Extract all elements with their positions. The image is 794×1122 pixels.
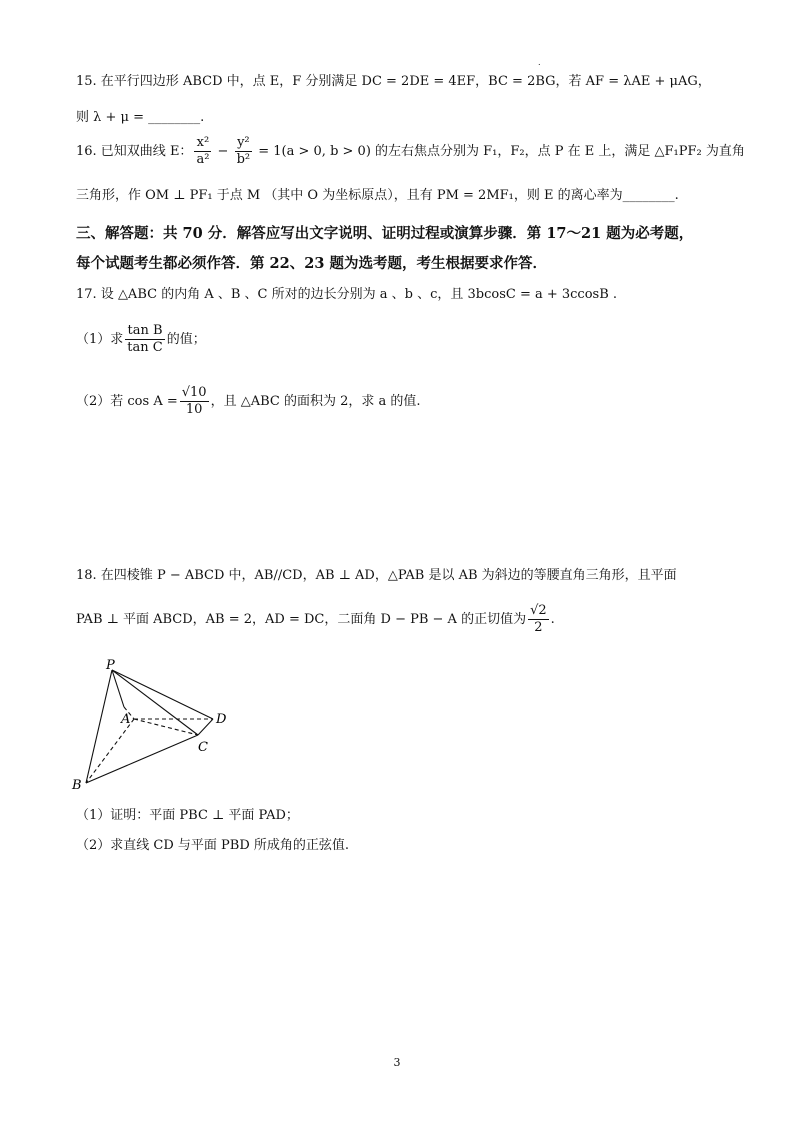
q18-line2-frac-den: 2	[534, 620, 543, 635]
q18-line1: 18. 在四棱锥 P − ABCD 中，AB//CD，AB ⊥ AD，△PAB 是以 AB 为斜边的等腰直角三角形，且平面	[76, 568, 677, 583]
q16-frac-y-den: b²	[236, 152, 251, 167]
q16-frac-y	[235, 135, 253, 168]
q16-frac-x-num: x²	[194, 135, 211, 152]
q16-minus: −	[213, 144, 233, 159]
q18-line2-post: .	[550, 612, 555, 627]
q17-part1-post: 的值；	[166, 332, 206, 347]
section3-line1: 三、解答题：共 70 分．解答应写出文字说明、证明过程或演算步骤．第 17～21 题为必考题，	[76, 225, 694, 242]
q18-line2-pre: PAB ⊥ 平面 ABCD，AB = 2，AD = DC，二面角 D − PB − A 的正切值为	[76, 612, 527, 627]
edge-CD	[198, 719, 213, 735]
label-B: B	[72, 778, 82, 793]
edge-BC	[86, 735, 198, 783]
q17-part2-pre: （2）若 cos A =	[76, 394, 178, 409]
label-P: P	[106, 658, 115, 673]
q17-part1-pre: （1）求	[76, 332, 124, 347]
pyramid-figure	[66, 655, 246, 795]
q17-part2-post: ，且 △ABC 的面积为 2，求 a 的值.	[210, 394, 421, 409]
q18-line2	[76, 602, 555, 638]
q17-part2-frac-den: 10	[185, 402, 203, 417]
q18-line2-frac	[528, 603, 549, 636]
label-C: C	[198, 740, 208, 755]
q17-part2	[76, 384, 421, 420]
page-number: 3	[393, 1056, 401, 1069]
q16-line1-post: = 1(a > 0, b > 0) 的左右焦点分别为 F₁，F₂，点 P 在 E 上，满足 △F₁PF₂ 为直角	[254, 144, 745, 159]
q16-frac-y-num: y²	[235, 135, 253, 152]
top-mark: .	[538, 58, 541, 67]
q17-part1-frac-den: tan C	[127, 340, 163, 355]
q18-part2: （2）求直线 CD 与平面 PBD 所成角的正弦值.	[76, 838, 350, 853]
q17-line1: 17. 设 △ABC 的内角 A 、B 、C 所对的边长分别为 a 、b 、c，且 3bcosC = a + 3ccosB .	[76, 287, 618, 302]
q16-line1	[76, 134, 745, 170]
section3-line2: 每个试题考生都必须作答．第 22、23 题为选考题，考生根据要求作答．	[76, 255, 547, 272]
label-A: A	[121, 712, 131, 727]
q16-frac-x-den: a²	[196, 152, 210, 167]
edge-AC	[134, 719, 198, 735]
q15-line1: 15. 在平行四边形 ABCD 中，点 E，F 分别满足 DC = 2DE = 4EF，BC = 2BG，若 AF = λAE + μAG，	[76, 74, 711, 89]
q17-part1	[76, 322, 206, 358]
label-D: D	[216, 712, 227, 727]
q17-part2-frac-num: √10	[181, 385, 207, 400]
q16-line1-pre: 16. 已知双曲线 E：	[76, 144, 193, 159]
q17-part2-frac	[180, 385, 209, 418]
q15-line2: 则 λ + μ = ________.	[76, 110, 205, 125]
q18-part1: （1）证明：平面 PBC ⊥ 平面 PAD；	[76, 808, 299, 823]
q16-line2: 三角形，作 OM ⊥ PF₁ 于点 M （其中 O 为坐标原点），且有 PM = 2MF₁，则 E 的离心率为________.	[76, 188, 679, 203]
q17-part1-frac-num: tan B	[125, 323, 164, 340]
q16-frac-x	[194, 135, 211, 168]
q18-line2-frac-num: √2	[530, 603, 547, 618]
q17-part1-frac	[125, 323, 164, 356]
